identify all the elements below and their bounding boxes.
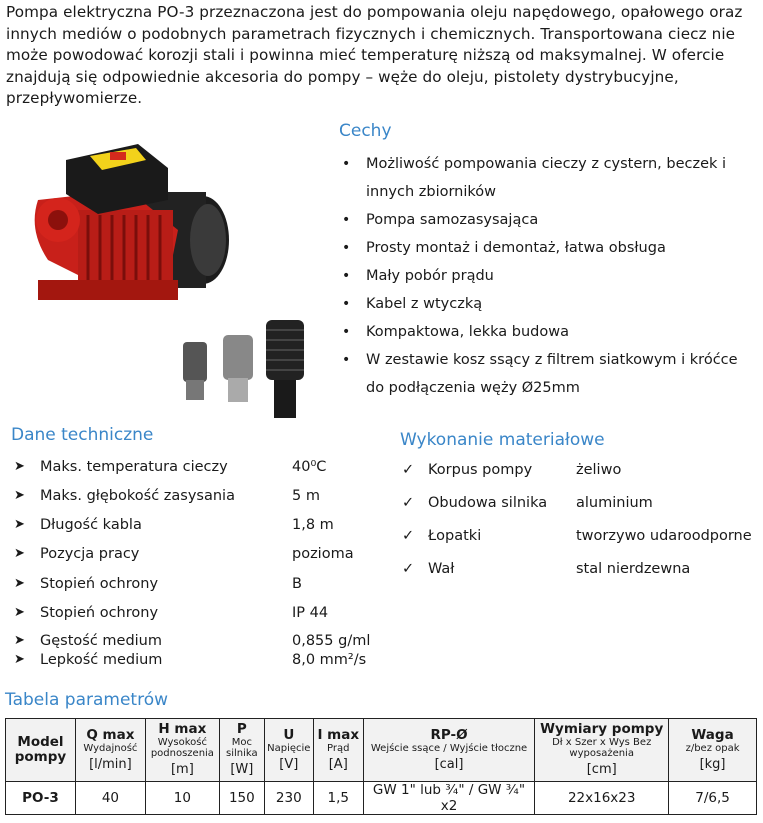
tech-row: ➤ Maks. głębokość zasysania 5 m: [14, 488, 320, 504]
bullet-icon: •: [342, 156, 351, 172]
tech-row: ➤ Lepkość medium 8,0 mm²/s: [14, 652, 367, 668]
feature-item: • Prosty montaż i demontaż, łatwa obsługa: [340, 234, 760, 262]
tech-row: ➤ Stopień ochrony IP 44: [14, 605, 329, 621]
arrow-icon: ➤: [14, 605, 25, 620]
check-icon: ✓: [402, 495, 415, 511]
table-cell: GW 1" lub ¾" / GW ¾" x2: [363, 782, 535, 815]
feature-item: • Kabel z wtyczką: [340, 290, 760, 318]
table-header-cell: U Napięcie [V]: [264, 719, 313, 782]
table-cell: 10: [145, 782, 219, 815]
table-cell: 230: [264, 782, 313, 815]
table-cell: 7/6,5: [669, 782, 757, 815]
material-title: Wykonanie materiałowe: [400, 430, 605, 450]
table-header-cell: I max Prąd [A]: [313, 719, 363, 782]
parameters-table: [5, 718, 757, 815]
table-title: Tabela parametrów: [5, 690, 169, 710]
tech-row: ➤ Pozycja pracy pozioma: [14, 546, 354, 562]
table-cell: 22x16x23: [535, 782, 669, 815]
table-header-cell: Model pompy: [6, 719, 76, 782]
feature-item: • Mały pobór prądu: [340, 262, 760, 290]
bullet-icon: •: [342, 324, 351, 340]
material-row: ✓ Wał stal nierdzewna: [402, 561, 691, 577]
features-list: [340, 150, 760, 402]
tech-row: ➤ Długość kabla 1,8 m: [14, 517, 334, 533]
bullet-icon: •: [342, 268, 351, 284]
arrow-icon: ➤: [14, 517, 25, 532]
table-row: [6, 782, 757, 815]
material-row: ✓ Łopatki tworzywo udaroodporne: [402, 528, 752, 544]
arrow-icon: ➤: [14, 459, 25, 474]
table-cell: 1,5: [313, 782, 363, 815]
table-header-cell: Q max Wydajność [l/min]: [75, 719, 145, 782]
feature-item: • Pompa samozasysająca: [340, 206, 760, 234]
tech-title: Dane techniczne: [11, 425, 154, 445]
check-icon: ✓: [402, 528, 415, 544]
table-cell: 150: [219, 782, 264, 815]
check-icon: ✓: [402, 561, 415, 577]
pump-photo: [18, 130, 318, 420]
table-header-cell: RP-Ø Wejście ssące / Wyjście tłoczne [cal]: [363, 719, 535, 782]
arrow-icon: ➤: [14, 488, 25, 503]
bullet-icon: •: [342, 212, 351, 228]
arrow-icon: ➤: [14, 652, 25, 667]
intro-paragraph: Pompa elektryczna PO-3 przeznaczona jest do pompowania oleju napędowego, opałowego oraz innych mediów o podobnych parametrach fizycznych i chemicznych. Transportowana ciecz nie może powodować korozji stali i powinna mieć temperaturę niższą od maksymalnej. W ofercie znajdują się odpowiednie akcesoria do pompy – węże do oleju, pistolety dystrybucyjne, przepływomierze.: [6, 3, 743, 107]
table-cell: 40: [75, 782, 145, 815]
table-header-cell: H max Wysokość podnoszenia [m]: [145, 719, 219, 782]
arrow-icon: ➤: [14, 633, 25, 648]
accessories-icon: [183, 320, 304, 418]
feature-item: • W zestawie kosz ssący z filtrem siatkowym i króćce do podłączenia węży Ø25mm: [340, 346, 760, 402]
arrow-icon: ➤: [14, 546, 25, 561]
features-title: Cechy: [339, 121, 392, 141]
material-row: ✓ Obudowa silnika aluminium: [402, 495, 653, 511]
check-icon: ✓: [402, 462, 415, 478]
table-header-cell: Waga z/bez opak [kg]: [669, 719, 757, 782]
bullet-icon: •: [342, 296, 351, 312]
table-header-cell: P Moc silnika [W]: [219, 719, 264, 782]
table-header-cell: Wymiary pompy Dł x Szer x Wys Bez wyposażenia [cm]: [535, 719, 669, 782]
arrow-icon: ➤: [14, 576, 25, 591]
table-header-row: [6, 719, 757, 782]
material-row: ✓ Korpus pompy żeliwo: [402, 462, 622, 478]
tech-row: ➤ Gęstość medium 0,855 g/ml: [14, 633, 371, 649]
tech-row: ➤ Stopień ochrony B: [14, 576, 302, 592]
bullet-icon: •: [342, 240, 351, 256]
table-cell-model: PO-3: [6, 782, 76, 815]
feature-item: • Możliwość pompowania cieczy z cystern, beczek i innych zbiorników: [340, 150, 760, 206]
tech-row: ➤ Maks. temperatura cieczy 40⁰C: [14, 459, 327, 475]
feature-item: • Kompaktowa, lekka budowa: [340, 318, 760, 346]
bullet-icon: •: [342, 352, 351, 368]
